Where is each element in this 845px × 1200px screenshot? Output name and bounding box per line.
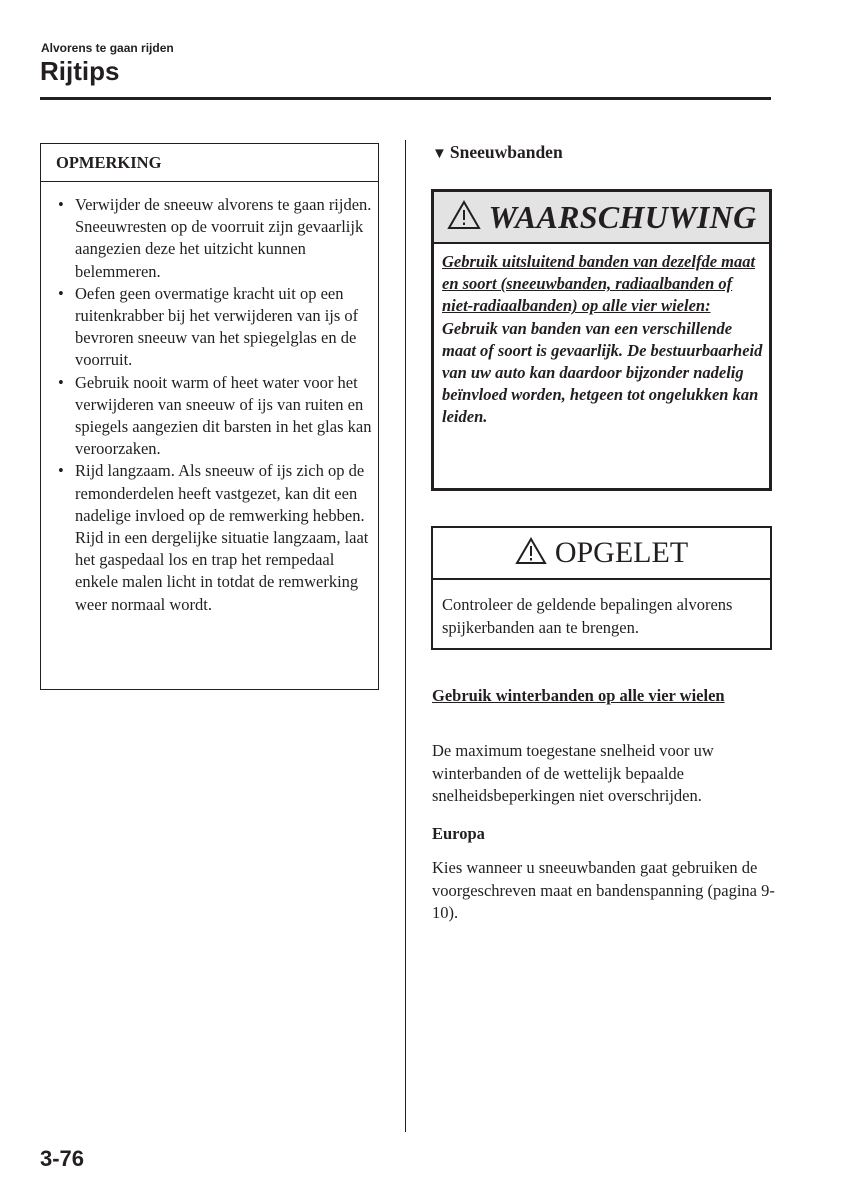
header-rule — [40, 97, 771, 100]
column-divider — [405, 140, 406, 1132]
warning-underlined-text: Gebruik uitsluitend banden van dezelfde maat en soort (sneeuwbanden, radiaalbanden of niet-radiaalbanden) op alle vier wielen: — [442, 252, 756, 316]
warning-body — [434, 244, 769, 429]
note-item — [58, 372, 372, 461]
note-item-text: Rijd langzaam. Als sneeuw of ijs zich op de remonderdelen heeft vastgezet, kan dit een nadelige invloed op de remwerking hebben. Rijd in een dergelijke situatie langzaam, laat het gaspedaal los en trap het rempedaal enkele malen licht in totdat de remwerking weer normaal wordt. — [75, 461, 369, 614]
winter-heading: Gebruik winterbanden op alle vier wielen — [432, 686, 725, 705]
caution-text: Controleer de geldende bepalingen alvorens spijkerbanden aan te brengen. — [442, 595, 733, 637]
warning-title: WAARSCHUWING — [488, 198, 757, 235]
note-list — [41, 182, 378, 616]
note-item — [58, 194, 372, 283]
winter-text: De maximum toegestane snelheid voor uw winterbanden of de wettelijk bepaalde snelheidsbeperkingen niet overschrijden. — [432, 741, 714, 805]
warning-triangle-icon — [447, 200, 481, 235]
europa-text: Kies wanneer u sneeuwbanden gaat gebruiken de voorgeschreven maat en bandenspanning (pagina 9-10). — [432, 858, 775, 922]
note-item — [58, 283, 372, 372]
warning-text: Gebruik van banden van een verschillende maat of soort is gevaarlijk. De bestuurbaarheid van uw auto kan daardoor bijzonder nadelig beïnvloed worden, hetgeen tot ongelukken kan leiden. — [442, 318, 763, 427]
page-number: 3-76 — [40, 1146, 85, 1171]
section-label: Alvorens te gaan rijden — [41, 41, 174, 55]
warning-header — [434, 192, 769, 244]
bullet-icon: • — [58, 283, 64, 303]
bullet-icon: • — [58, 461, 64, 481]
snow-tires-heading — [432, 142, 563, 163]
caution-title: OPGELET — [554, 536, 689, 569]
note-item-text: Verwijder de sneeuw alvorens te gaan rijden. Sneeuwresten op de voorruit zijn gevaarlijk aangezien deze het uitzicht kunnen belemmeren. — [75, 195, 372, 281]
europa-heading: Europa — [432, 824, 485, 843]
note-item-text: Oefen geen overmatige kracht uit op een ruitenkrabber bij het verwijderen van ijs of bevroren sneeuw van het spiegelglas en de voorruit. — [75, 283, 359, 370]
snow-tires-heading-text: Sneeuwbanden — [449, 142, 563, 162]
page-title: Rijtips — [40, 56, 120, 86]
warning-box — [431, 189, 772, 491]
bullet-icon: • — [58, 372, 64, 392]
caution-header — [433, 528, 770, 580]
warning-triangle-icon — [515, 537, 547, 570]
note-item-text: Gebruik nooit warm of heet water voor het verwijderen van sneeuw of ijs van ruiten en spiegels aangezien dit barsten in het glas kan veroorzaken. — [75, 372, 372, 459]
note-item — [58, 460, 372, 615]
bullet-icon: • — [58, 195, 64, 214]
note-box — [40, 143, 379, 690]
note-heading: OPMERKING — [41, 144, 378, 182]
caution-box — [431, 526, 772, 650]
triangle-down-icon: ▼ — [432, 146, 447, 162]
